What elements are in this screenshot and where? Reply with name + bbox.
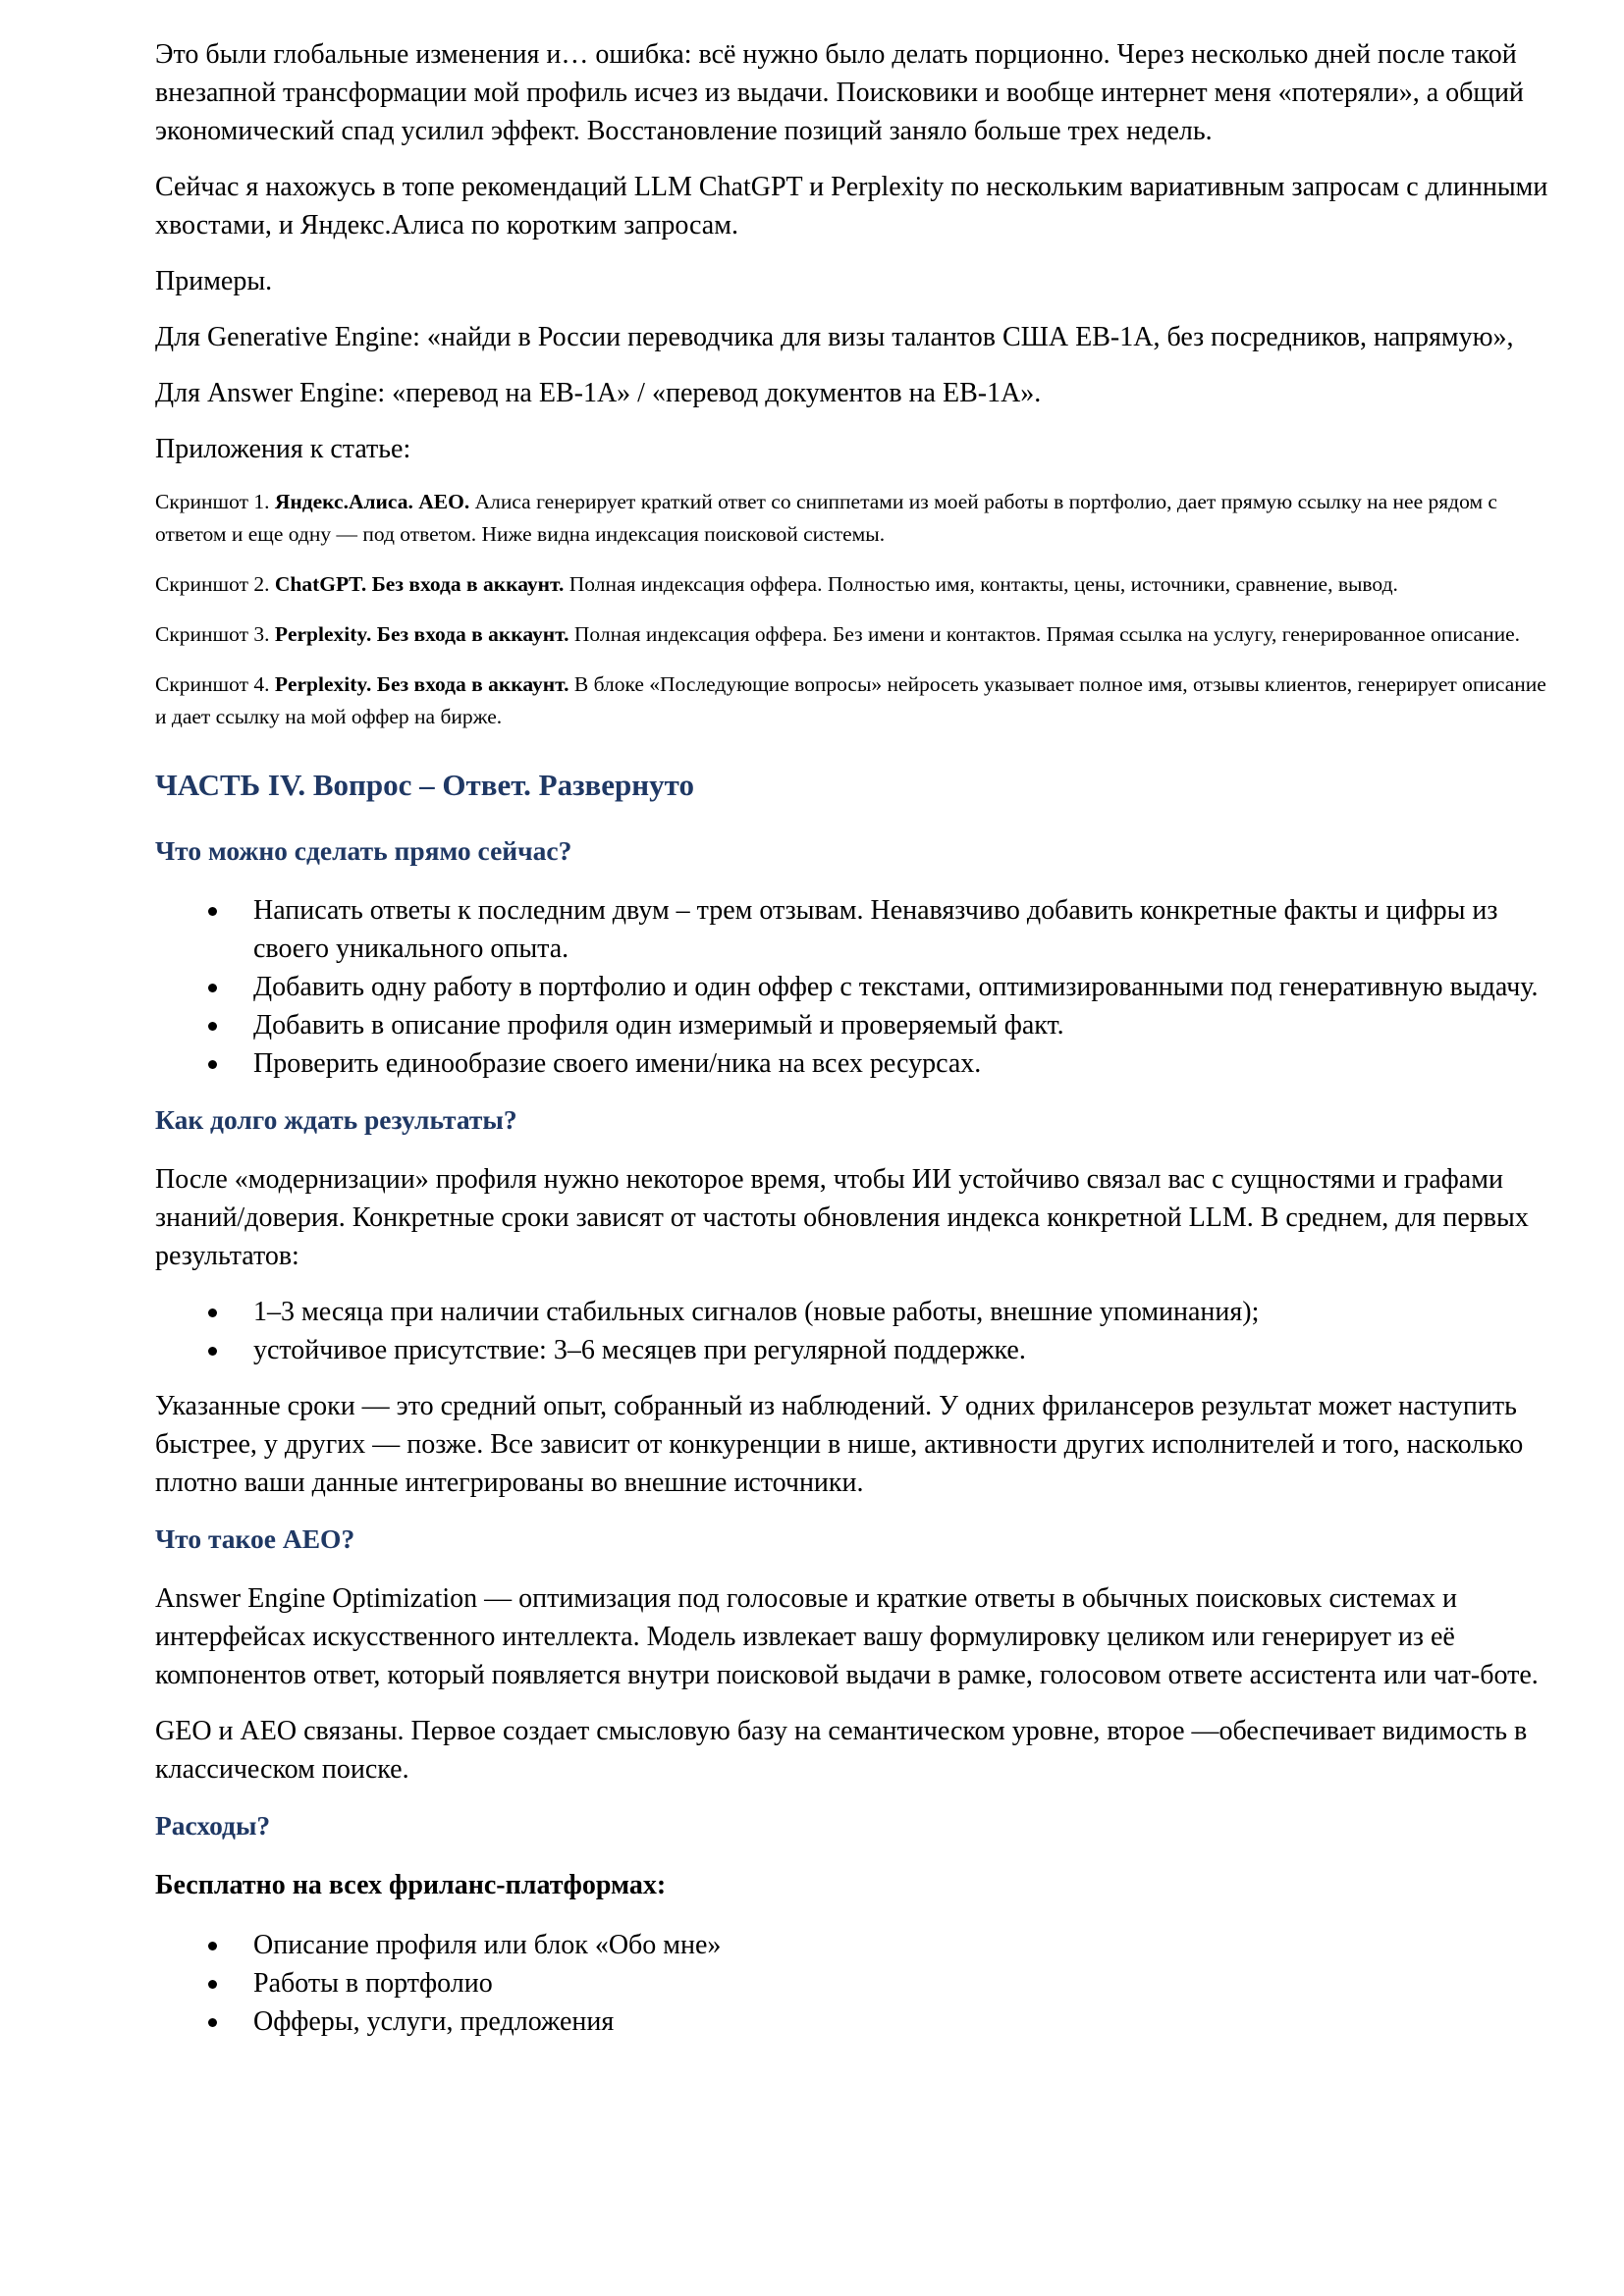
screenshot-caption-title: Perplexity. Без входа в аккаунт. [274,622,569,646]
bullet-list-now [155,891,1557,1083]
bullet-dot-icon [208,2018,217,2027]
screenshot-caption-2 [155,568,1557,601]
costs-bold-line-text: Бесплатно на всех фриланс-платформах [155,1870,657,1900]
screenshot-caption-title: ChatGPT. Без входа в аккаунт. [274,572,565,596]
section-heading-now: Что можно сделать прямо сейчас? [155,835,572,866]
screenshot-caption-prefix: Скриншот 2. [155,572,275,596]
list-item-text: Описание профиля или блок «Обо мне» [253,1930,722,1960]
intro-paragraph-1: Это были глобальные изменения и… ошибка: всё нужно было делать порционно. Через несколько дней после такой внезапной трансформации мой профиль исчез из выдачи. Поисковики и вообще интернет меня «потеряли», а общий экономический спад усилил эффект. Восстановление позиций заняло больше трех недель. [155,39,1524,146]
costs-bold-line-colon: : [656,1870,667,1900]
bullet-dot-icon [208,1022,217,1031]
list-item-text: 1–3 месяца при наличии стабильных сигналов (новые работы, внешние упоминания); [253,1297,1260,1327]
bullet-dot-icon [208,907,217,916]
list-item [155,1331,1557,1369]
screenshot-caption-title: Perplexity. Без входа в аккаунт. [274,672,569,696]
bullet-dot-icon [208,1942,217,1950]
list-item [155,968,1557,1006]
screenshot-caption-prefix: Скриншот 3. [155,622,275,646]
generative-engine-example: Для Generative Engine: «найди в России переводчика для визы талантов США EB-1A, без посредников, напрямую», [155,322,1514,352]
list-item [155,891,1557,968]
screenshot-caption-prefix: Скриншот 4. [155,672,275,696]
intro-paragraph-2: Сейчас я нахожусь в топе рекомендаций LLM ChatGPT и Perplexity по нескольким вариативным запросам с длинными хвостами, и Яндекс.Алиса по коротким запросам. [155,172,1548,240]
screenshot-caption-3 [155,618,1557,651]
list-item [155,2002,1557,2041]
list-item [155,1006,1557,1044]
answer-engine-example: Для Answer Engine: «перевод на EB-1A» / «перевод документов на EB-1A». [155,378,1042,408]
list-item-text: Добавить одну работу в портфолио и один оффер с текстами, оптимизированными под генеративную выдачу. [253,972,1539,1002]
aeo-paragraph-1: Answer Engine Optimization — оптимизация под голосовые и краткие ответы в обычных поисковых системах и интерфейсах искусственного интеллекта. Модель извлекает вашу формулировку целиком или генерирует из её компонентов ответ, который появляется внутри поисковой выдачи в рамке, голосовом ответе ассистента или чат-боте. [155,1583,1539,1690]
bullet-list-wait [155,1293,1557,1369]
bullet-dot-icon [208,984,217,992]
screenshot-caption-4 [155,668,1557,733]
bullet-list-costs [155,1926,1557,2041]
examples-label: Примеры. [155,266,273,296]
appendix-label: Приложения к статье: [155,434,411,464]
aeo-paragraph-2: GEO и AEO связаны. Первое создает смысловую базу на семантическом уровне, второе —обеспечивает видимость в классическом поиске. [155,1716,1528,1785]
list-item [155,1293,1557,1331]
list-item-text: Написать ответы к последним двум – трем отзывам. Ненавязчиво добавить конкретные факты и цифры из своего уникального опыта. [253,895,1498,964]
part-heading: ЧАСТЬ IV. Вопрос – Ответ. Развернуто [155,768,694,802]
list-item [155,1926,1557,1964]
list-item-text: Офферы, услуги, предложения [253,2006,615,2037]
wait-outro-paragraph: Указанные сроки — это средний опыт, собранный из наблюдений. У одних фрилансеров результат может наступить быстрее, у других — позже. Все зависит от конкуренции в нише, активности других исполнителей и того, насколько плотно ваши данные интегрированы во внешние источники. [155,1391,1524,1498]
list-item [155,1044,1557,1083]
bullet-dot-icon [208,1060,217,1069]
bullet-dot-icon [208,1980,217,1989]
bullet-dot-icon [208,1308,217,1317]
section-heading-costs: Расходы? [155,1810,271,1841]
wait-intro-paragraph: После «модернизации» профиля нужно некоторое время, чтобы ИИ устойчиво связал вас с сущностями и графами знаний/доверия. Конкретные сроки зависят от частоты обновления индекса конкретной LLM. В среднем, для первых результатов: [155,1164,1529,1271]
screenshot-caption-text: Полная индексация оффера. Без имени и контактов. Прямая ссылка на услугу, генерированное описание. [568,622,1521,646]
list-item-text: Работы в портфолио [253,1968,493,1999]
screenshot-caption-text: Алиса генерирует краткий ответ со сниппетами из моей работы в портфолио, дает прямую ссылку на нее рядом с ответом и еще одну — под ответом. Ниже видна индексация поисковой системы. [155,490,1497,546]
bullet-dot-icon [208,1347,217,1356]
list-item-text: Добавить в описание профиля один измеримый и проверяемый факт. [253,1010,1064,1041]
screenshot-caption-1 [155,486,1557,551]
list-item-text: Проверить единообразие своего имени/ника на всех ресурсах. [253,1048,982,1079]
screenshot-caption-text: Полная индексация оффера. Полностью имя, контакты, цены, источники, сравнение, вывод. [564,572,1398,596]
costs-bold-line [155,1866,1557,1904]
screenshot-caption-prefix: Скриншот 1. [155,490,275,513]
list-item-text: устойчивое присутствие: 3–6 месяцев при регулярной поддержке. [253,1335,1026,1365]
section-heading-wait: Как долго ждать результаты? [155,1104,517,1135]
screenshot-caption-text: В блоке «Последующие вопросы» нейросеть указывает полное имя, отзывы клиентов, генерирует описание и дает ссылку на мой оффер на бирже. [155,672,1546,728]
list-item [155,1964,1557,2002]
section-heading-aeo: Что такое AEO? [155,1523,355,1554]
screenshot-caption-title: Яндекс.Алиса. AEO. [274,490,470,513]
